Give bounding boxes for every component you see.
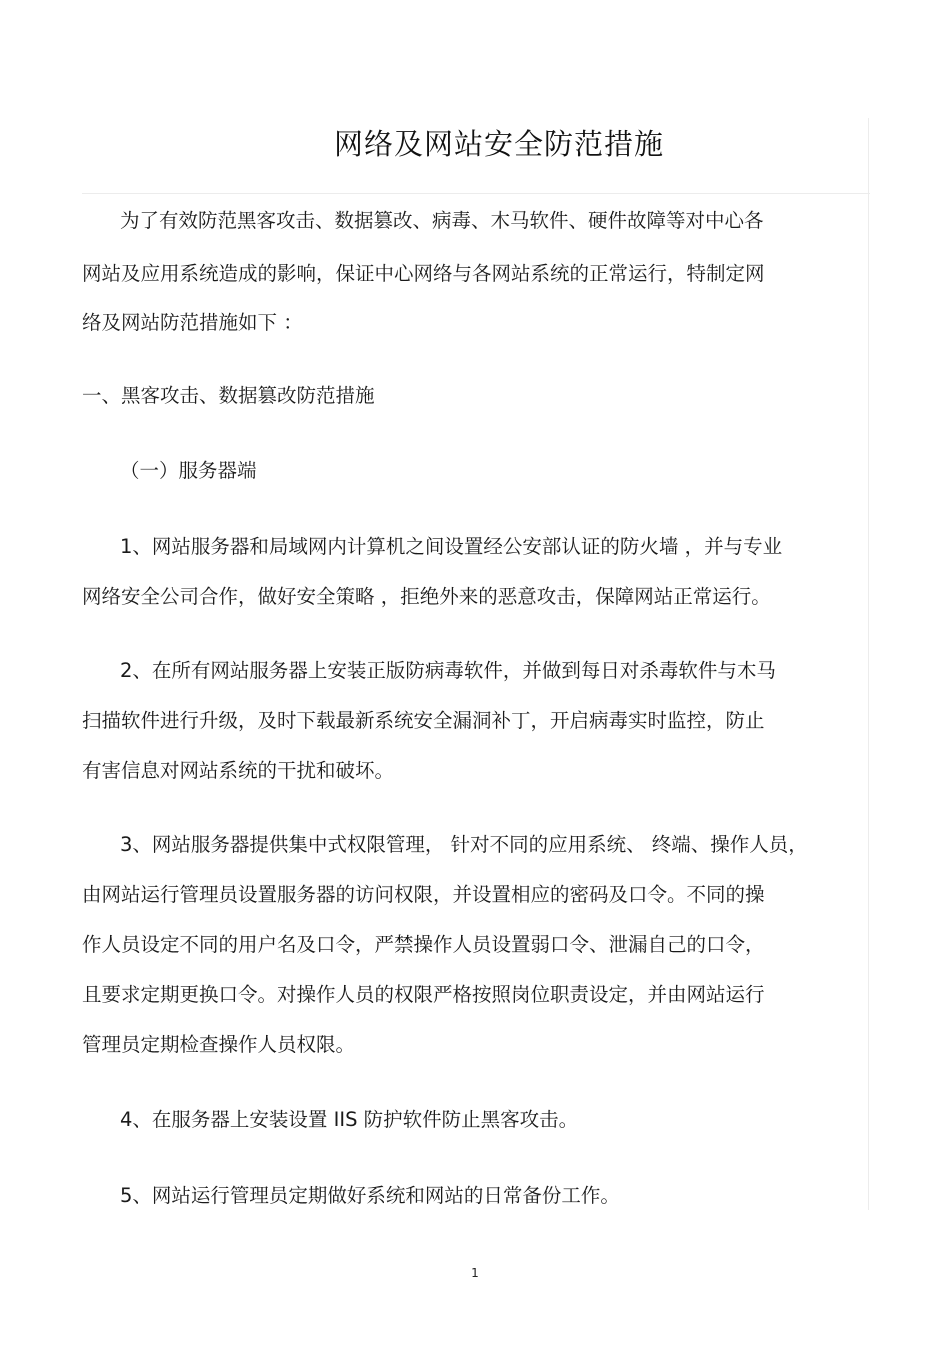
item-1-line-2: 网络安全公司合作，做好安全策略 ，拒绝外来的恶意攻击，保障网站正常运行。: [82, 585, 771, 608]
item-2-line-3: 有害信息对网站系统的干扰和破坏。: [82, 759, 395, 782]
title-divider: [82, 193, 870, 194]
section-heading: 一、黑客攻击、数据篡改防范措施: [82, 384, 375, 407]
page-number: 1: [471, 1266, 479, 1280]
item-4: 4、在服务器上安装设置 IIS 防护软件防止黑客攻击。: [120, 1108, 579, 1131]
subsection-heading: （一）服务器端: [120, 459, 257, 482]
item-3-line-4: 且要求定期更换口令。对操作人员的权限严格按照岗位职责设定，并由网站运行: [82, 983, 765, 1006]
intro-line-2: 网站及应用系统造成的影响，保证中心网络与各网站系统的正常运行，特制定网: [82, 262, 765, 285]
item-3-line-1: 3、网站服务器提供集中式权限管理， 针对不同的应用系统、 终端、操作人员，: [120, 833, 808, 856]
item-3-line-5: 管理员定期检查操作人员权限。: [82, 1033, 356, 1056]
intro-line-1: 为了有效防范黑客攻击、数据篡改、病毒、木马软件、硬件故障等对中心各: [120, 209, 764, 232]
item-5: 5、网站运行管理员定期做好系统和网站的日常备份工作。: [120, 1184, 620, 1207]
right-margin-rule: [868, 118, 869, 1210]
item-3-line-3: 作人员设定不同的用户名及口令，严禁操作人员设置弱口令、泄漏自己的口令，: [82, 933, 765, 956]
item-2-line-1: 2、在所有网站服务器上安装正版防病毒软件，并做到每日对杀毒软件与木马: [120, 659, 776, 682]
item-3-line-2: 由网站运行管理员设置服务器的访问权限，并设置相应的密码及口令。不同的操: [82, 883, 765, 906]
item-1-line-1: 1、网站服务器和局域网内计算机之间设置经公安部认证的防火墙 ，并与专业: [120, 535, 783, 558]
document-title: 网络及网站安全防范措施: [333, 127, 664, 161]
intro-line-3: 络及网站防范措施如下 ：: [82, 311, 303, 334]
item-2-line-2: 扫描软件进行升级，及时下载最新系统安全漏洞补丁，开启病毒实时监控，防止: [82, 709, 765, 732]
